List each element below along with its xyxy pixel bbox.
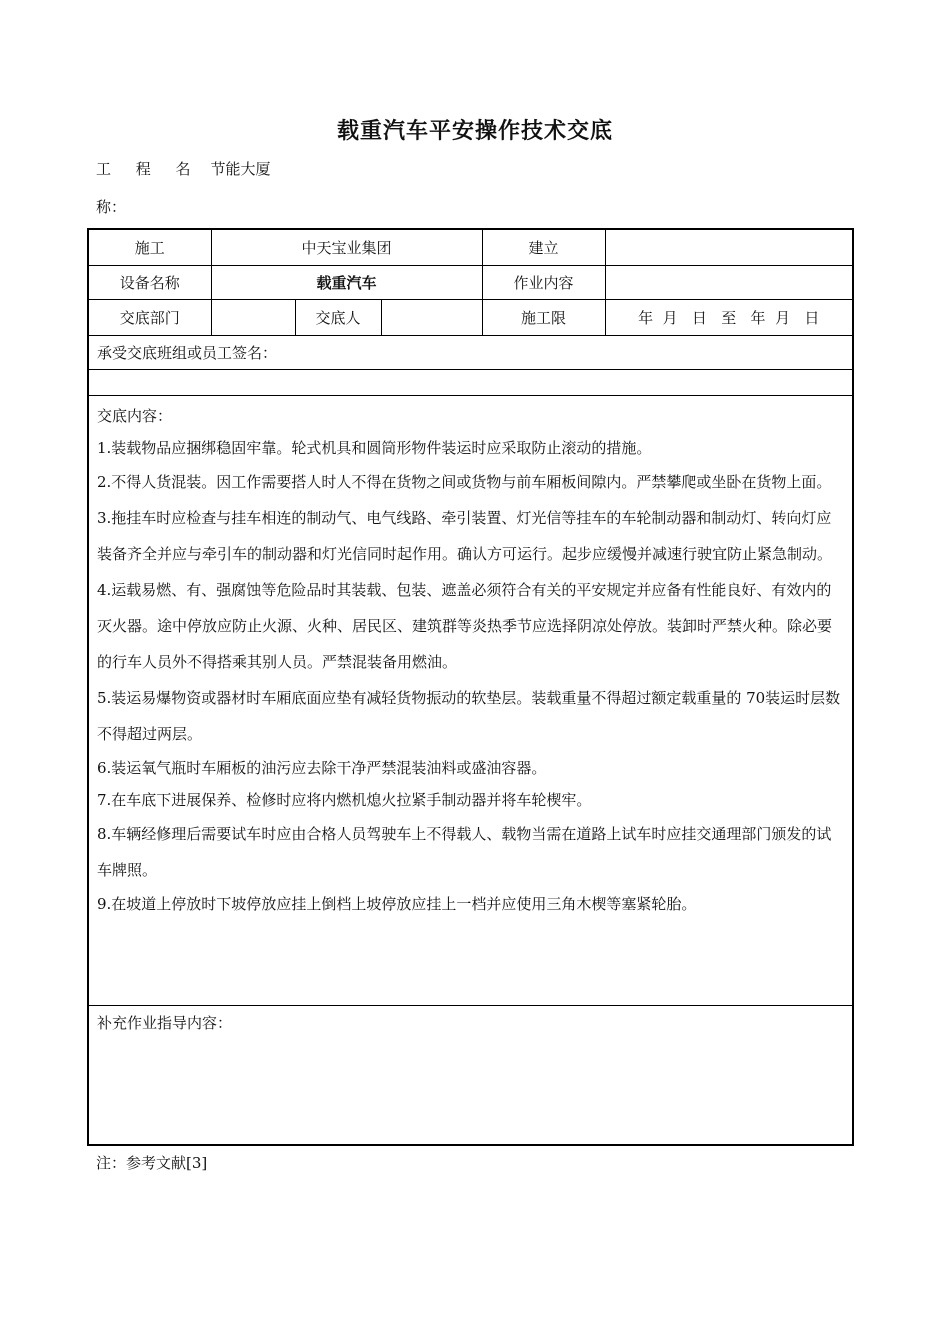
table-row (88, 299, 853, 335)
content-item-6: 6.装运氧气瓶时车厢板的油污应去除干净严禁混装油料或盛油容器。 (97, 758, 547, 777)
content-item-9: 9.在坡道上停放时下坡停放应挂上倒档上坡停放应挂上一档并应使用三角木楔等塞紧轮胎。 (97, 894, 697, 913)
supplement-label: 补充作业指导内容： (97, 1013, 233, 1032)
construction-label: 施工 (88, 229, 211, 265)
content-item-4: 4.运载易燃、有、强腐蚀等危险品时其装载、包装、遮盖必须符合有关的平安规定并应备有性能良好、有效内的灭火器。途中停放应防止火源、火种、居民区、建筑群等炎热季节应选择阴凉处停放。装卸时严禁火种。除必要的行车人员外不得搭乘其别人员。严禁混装备用燃油。 (97, 580, 833, 671)
disclosure-dept-label: 交底部门 (88, 299, 211, 335)
project-name-label: 工 程 名 (96, 160, 201, 178)
content-item-7: 7.在车底下进展保养、检修时应将内燃机熄火拉紧手制动器并将车轮楔牢。 (97, 790, 592, 809)
project-name-value: 节能大厦 (210, 160, 271, 178)
build-label: 建立 (482, 229, 605, 265)
table-row (88, 335, 853, 369)
content-item-1: 1.装载物品应捆绑稳固牢靠。轮式机具和圆筒形物件装运时应采取防止滚动的措施。 (97, 438, 652, 457)
job-content-label: 作业内容 (482, 265, 605, 299)
table-row (88, 265, 853, 299)
construction-period-label: 施工限 (482, 299, 605, 335)
signature-area (88, 369, 853, 395)
supplement-row (88, 1005, 853, 1145)
job-content-value (605, 265, 853, 299)
disclosure-form-table (87, 228, 854, 1146)
disclosure-dept-value (211, 299, 295, 335)
project-name-row (96, 158, 271, 179)
content-item-2: 2.不得人货混装。因工作需要搭人时人不得在货物之间或货物与前车厢板间隙内。严禁攀爬或坐卧在货物上面。 (97, 472, 832, 491)
disclosure-person-value (381, 299, 482, 335)
disclosure-content-cell (88, 395, 853, 1005)
content-item-3: 3.拖挂车时应检查与挂车相连的制动气、电气线路、牵引装置、灯光信等挂车的车轮制动器和制动灯、转向灯应装备齐全并应与牵引车的制动器和灯光信同时起作用。确认方可运行。起步应缓慢并减速行驶宜防止紧急制动。 (97, 508, 833, 563)
disclosure-person-label: 交底人 (295, 299, 381, 335)
table-row (88, 229, 853, 265)
equipment-name-label: 设备名称 (88, 265, 211, 299)
signature-value (88, 369, 853, 395)
construction-period-value: 年 月 日 至 年 月 日 (605, 299, 853, 335)
construction-value: 中天宝业集团 (211, 229, 482, 265)
content-label: 交底内容： (97, 406, 173, 425)
project-name-label-cont: 称： (96, 198, 127, 216)
document-title: 载重汽车平安操作技术交底 (336, 119, 613, 144)
reference-note: 注：参考文献[3] (96, 1154, 208, 1172)
equipment-name-value: 载重汽车 (211, 265, 482, 299)
supplement-cell (88, 1005, 853, 1145)
signature-label: 承受交底班组或员工签名： (88, 335, 853, 369)
content-item-5: 5.装运易爆物资或器材时车厢底面应垫有减轻货物振动的软垫层。装载重量不得超过额定载重量的 70装运时层数不得超过两层。 (97, 688, 841, 743)
content-row (88, 395, 853, 1005)
build-value (605, 229, 853, 265)
content-item-8: 8.车辆经修理后需要试车时应由合格人员驾驶车上不得载人、载物当需在道路上试车时应挂交通理部门颁发的试车牌照。 (97, 824, 832, 879)
